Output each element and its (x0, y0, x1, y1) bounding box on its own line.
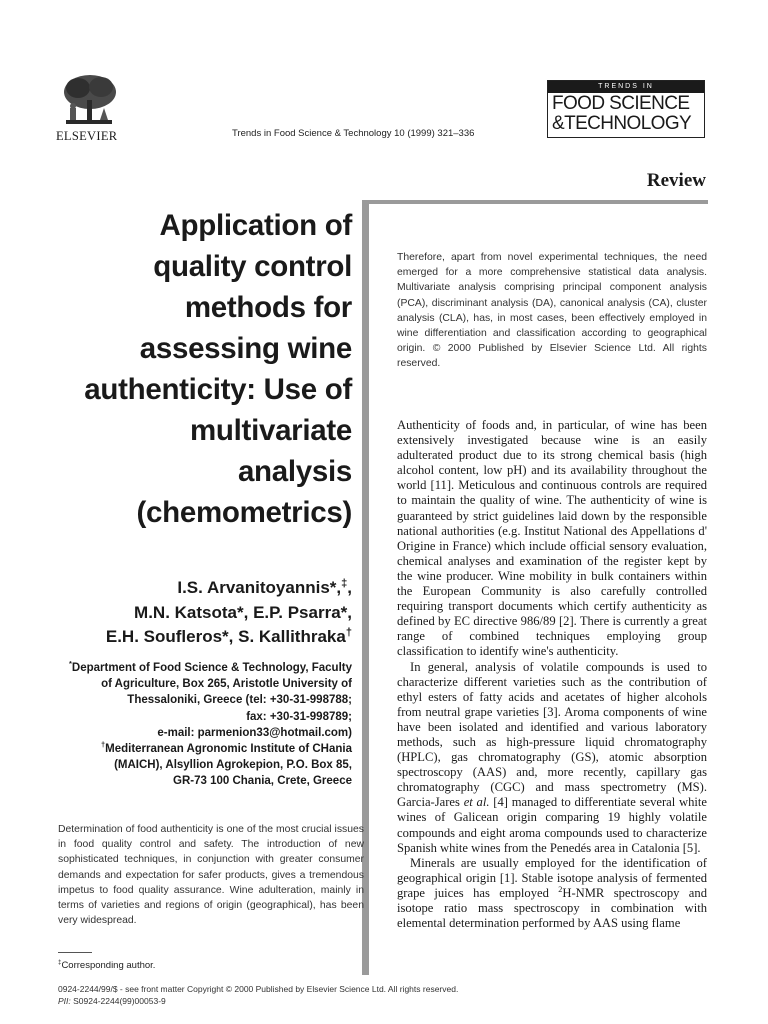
affiliation-email: e-mail: parmenion33@hotmail.com) (157, 726, 352, 739)
body-paragraph: In general, analysis of volatile compounds is used to characterize different varieties such as the contribution of ethyl esters of fatty acids and acetates of higher alcohols from neutral grape varieties [3]. Aroma components of wine have been isolated and identified and various laboratory methods, such as high-pressure liquid chromatography (HPLC), gas chromatography (GS), atomic absorption spectroscopy (AAS) and, more recently, capillary gas chromatography (CGC) and mass spectrometry (MS). Garcia-Jares et al. [4] managed to differentiate several white wines of Galicean origin comparing 19 highly volatile compounds and eight aroma compounds used to characterize Spanish white wines from the Penedés area in Catalonia [5]. (397, 659, 707, 855)
footnote-rule (58, 952, 92, 953)
body-paragraph: Authenticity of foods and, in particular, of wine has been extensively investigated because wine is an easily adulterated product due to its strong chemical basis (high alcohol content, low pH) and its availability throughout the world [11]. Meticulous and continuous controls are required to maintain the quality of wine. The authenticity of wine is guaranteed by strict guidelines laid down by the responsible national authorities (e.g. Institut National des Appellations d' Origine in France) which include official sensory evaluation, chemical analyses and examination of the register kept by the wine producer. Wine mobility in bulk containers within the European Community is also carefully controlled requiring transport documents which certify authenticity as defined by EC directive 986/89 [2]. There is currently a great range of combined techniques employing group classification to identify wine's authenticity. (397, 418, 707, 659)
section-label: Review (646, 170, 706, 191)
copyright-line: 0924-2244/99/$ - see front matter Copyright © 2000 Published by Elsevier Science Ltd. All rights reserved. (58, 984, 459, 994)
elsevier-tree-logo (56, 72, 120, 130)
publisher-name: ELSEVIER (56, 129, 118, 143)
author-line: M.N. Katsota*, E.P. Psarra*, (134, 602, 352, 622)
abstract-part-2: Therefore, apart from novel experimental techniques, the need emerged for a more comprehensive statistical data analysis. Multivariate analysis comprising principal component analysis (PCA), discriminant analysis (DA), canonical analysis (CA), cluster analysis (CLA), has, in most cases, been effectively employed in wine differentiation and classification according to geographical origin. © 2000 Published by Elsevier Science Ltd. All rights reserved. (397, 252, 707, 370)
title-line: quality control (153, 250, 352, 283)
brand-line-1: FOOD SCIENCE (552, 93, 690, 114)
title-line: multivariate (190, 414, 352, 447)
corresponding-author-note: ‡Corresponding author. (58, 958, 156, 971)
affiliation-line: of Agriculture, Box 265, Aristotle University of (101, 678, 352, 691)
brand-top-label: TRENDS IN (548, 81, 704, 93)
pii-line: PII: S0924-2244(99)00053-9 (58, 996, 166, 1006)
affiliations (40, 660, 352, 790)
affiliation-line: (MAICH), Alsyllion Agrokepion, P.O. Box 85, (114, 759, 352, 772)
journal-brand-box (547, 80, 705, 138)
horizontal-divider (362, 200, 708, 204)
affiliation-line: Thessaloniki, Greece (tel: +30-31-998788; (127, 694, 352, 707)
author-list (40, 576, 352, 650)
brand-line-2: &TECHNOLOGY (552, 113, 692, 134)
abstract-part-1: Determination of food authenticity is one of the most crucial issues in food quality control and safety. The introduction of new sophisticated techniques, in conjunction with greater consumer demands and expectation for safer products, gives a tremendous impetus to food quality assurance. Wine adulteration, mainly in terms of varieties and regions of origin (geographical), has been very widespread. (58, 824, 364, 927)
title-line: methods for (184, 291, 352, 324)
title-line: Application of (159, 209, 352, 242)
affiliation-line: GR-73 100 Chania, Crete, Greece (173, 775, 352, 788)
affiliation-line: *Department of Food Science & Technology, Faculty (68, 659, 352, 674)
author-line: I.S. Arvanitoyannis*,‡, (177, 577, 352, 597)
body-paragraph: Minerals are usually employed for the identification of geographical origin [1]. Stable isotope analysis of fermented grape juices has employed $^2$H-NMR spectroscopy and isotope ratio mass spectroscopy in combination with elemental determination performed by AAS using flame (397, 855, 707, 931)
title-line: analysis (237, 455, 352, 488)
article-title (40, 205, 352, 533)
affiliation-line: fax: +30-31-998789; (246, 710, 352, 723)
title-line: authenticity: Use of (84, 373, 352, 406)
title-line: (chemometrics) (136, 496, 352, 529)
title-line: assessing wine (139, 332, 352, 365)
affiliation-line: †Mediterranean Agronomic Institute of CHania (100, 740, 352, 756)
body-text (397, 418, 707, 931)
author-line: E.H. Soufleros*, S. Kallithraka† (105, 626, 352, 646)
journal-citation: Trends in Food Science & Technology 10 (1999) 321–336 (232, 128, 475, 139)
